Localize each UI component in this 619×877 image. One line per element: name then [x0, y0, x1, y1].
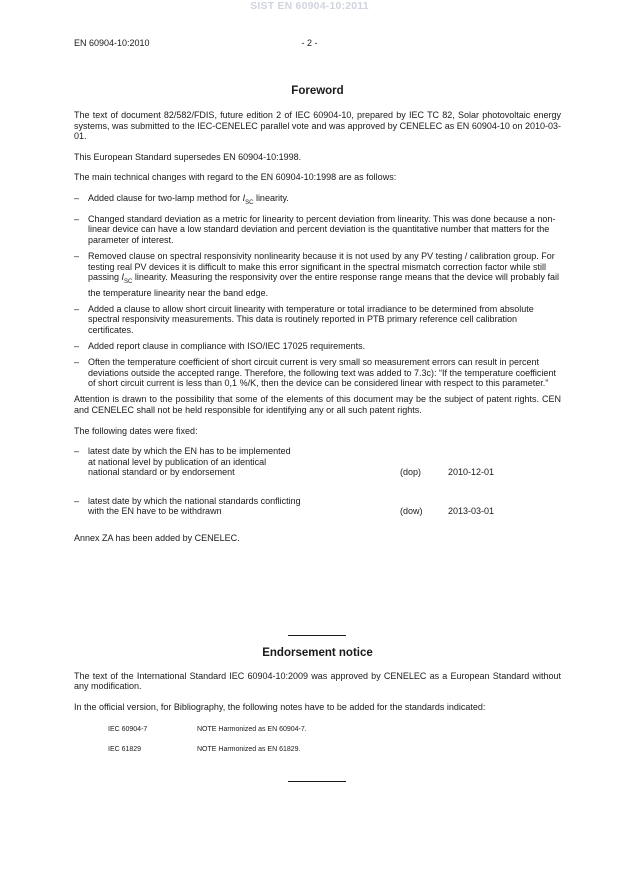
bibliography-notes [74, 725, 561, 756]
note-standard: IEC 61829 [108, 746, 142, 754]
date-value: 2010-12-01 [448, 467, 495, 478]
dash-marker: – [74, 357, 80, 368]
endorsement-text: The text of the International Standard IEC 60904-10:2009 was approved by CENELEC as a European Standard without any modification. [74, 670, 561, 692]
bibliography-intro: In the official version, for Bibliography, the following notes have to be added for the standards indicated: [74, 701, 486, 712]
change-text: Removed clause on spectral responsivity nonlinearity because it is not used by any PV testing / calibration group. For testing real PV devices it is difficult to make this error significant in the spectral mismatch correction factor while still passing [88, 251, 555, 283]
dash-marker: – [74, 213, 80, 224]
date-abbr: (dop) [400, 467, 422, 478]
table-row [74, 745, 561, 756]
note-text: NOTE Harmonized as EN 60904-7. [197, 726, 307, 734]
attention-paragraph: Attention is drawn to the possibility that some of the elements of this document may be the subject of patent rights. CEN and CENELEC shall not be held responsible for identifying any or all such patent rights. [74, 394, 561, 416]
dash-marker: – [74, 341, 80, 352]
change-text: Added a clause to allow short circuit linearity with temperature or total irradiance to be determined from absolute spectral responsivity measurements. This data is routinely reported in PTB primary reference cell calibration certificates. [88, 303, 534, 335]
dash-marker: – [74, 192, 80, 203]
list-item [74, 304, 561, 336]
date-item-dow [74, 496, 561, 528]
endorsement-title: Endorsement notice [262, 647, 373, 659]
list-item [74, 214, 561, 246]
header-page-number: - 2 - [301, 38, 318, 48]
header-doc-id: EN 60904-10:2010 [74, 38, 150, 48]
foreword-body [74, 110, 561, 544]
dash-marker: – [74, 446, 80, 457]
date-description: latest date by which the EN has to be implemented at national level by publication of an identical national standard or by endorsement [88, 446, 291, 478]
changes-list [74, 193, 561, 389]
change-text-tail: linearity. Measuring the responsivity over the entire response range means that the device will probably fail the temperature linearity near the band edge. [88, 272, 559, 298]
section-divider [288, 635, 346, 636]
foreword-supersedes: This European Standard supersedes EN 60904-10:1998. [74, 151, 302, 162]
note-standard: IEC 60904-7 [108, 726, 148, 734]
dash-marker: – [74, 251, 80, 262]
list-item [74, 251, 561, 298]
dates-list [74, 446, 561, 528]
table-row [74, 725, 561, 736]
change-text: Changed standard deviation as a metric for linearity to percent deviation from linearity. This was done because a non-linear device can have a low standard deviation and percent deviation is the quantitative number that matters for the parameter of interest. [88, 213, 556, 246]
changes-intro: The main technical changes with regard to the EN 60904-10:1998 are as follows: [74, 172, 397, 183]
watermark-sist: SIST EN 60904-10:2011 [250, 0, 369, 12]
date-value: 2013-03-01 [448, 506, 495, 517]
foreword-section [74, 86, 561, 97]
isc-symbol: $I_{SC}$ [242, 192, 254, 206]
isc-symbol: $I_{SC}$ [121, 272, 133, 286]
dash-marker: – [74, 303, 80, 314]
end-divider [288, 781, 346, 782]
change-text: Added clause for two-lamp method for [88, 192, 243, 203]
list-item [74, 341, 561, 352]
date-description: latest date by which the national standards conflicting with the EN have to be withdrawn [88, 495, 301, 517]
annex-note: Annex ZA has been added by CENELEC. [74, 533, 240, 544]
change-text: Added report clause in compliance with ISO/IEC 17025 requirements. [88, 341, 366, 352]
foreword-title: Foreword [291, 85, 344, 97]
list-item [74, 193, 561, 208]
date-abbr: (dow) [400, 506, 423, 517]
date-item-dop [74, 446, 561, 490]
foreword-intro: The text of document 82/582/FDIS, future edition 2 of IEC 60904-10, prepared by IEC TC 82, Solar photovoltaic energy systems, was submitted to the IEC-CENELEC parallel vote and was approved by CENELEC as EN 60904-10 on 2010-03-01. [74, 110, 561, 142]
change-text-tail: linearity. [253, 192, 289, 203]
note-text: NOTE Harmonized as EN 61829. [197, 746, 301, 754]
list-item [74, 357, 561, 389]
endorsement-section [74, 648, 561, 756]
dash-marker: – [74, 495, 80, 506]
dates-intro: The following dates were fixed: [74, 425, 198, 436]
change-text: Often the temperature coefficient of short circuit current is very small so measurement errors can result in percent deviations outside the accepted range. Therefore, the following text was added to 7.3c): “If the temperature coefficient of short circuit current is less than 0,1 %/K, then the device can be considered linear with respect to this parameter.” [88, 357, 556, 389]
